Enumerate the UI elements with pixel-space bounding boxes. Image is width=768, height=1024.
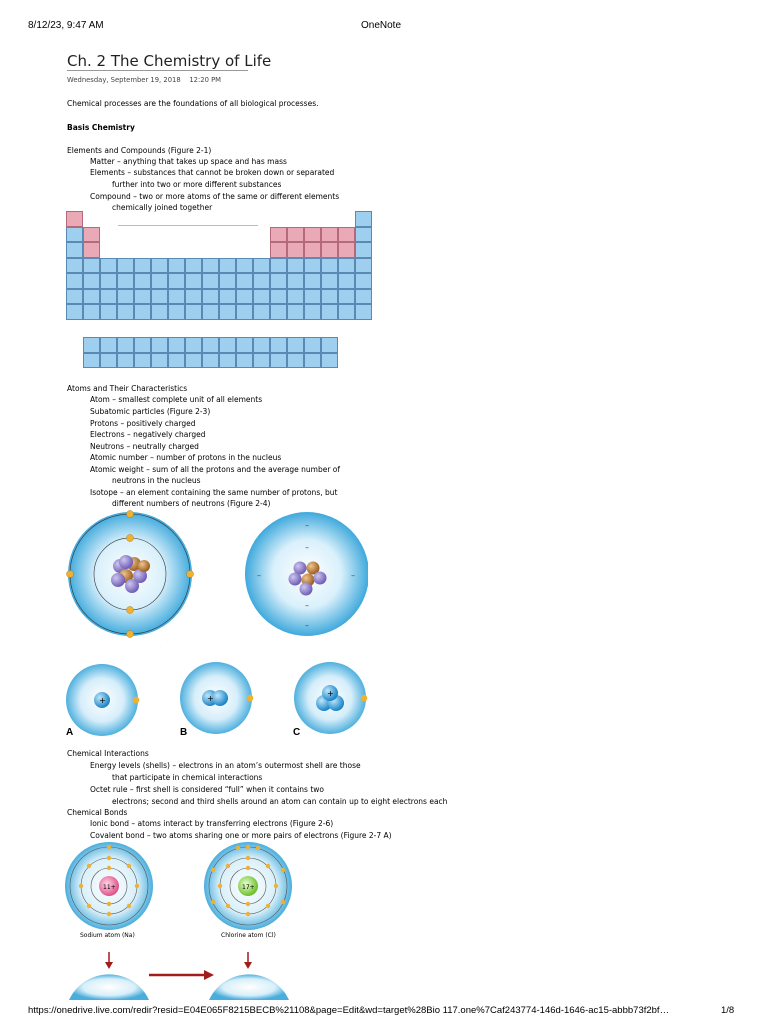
element-cell	[100, 289, 117, 305]
element-cell	[219, 273, 236, 289]
element-cell	[83, 289, 100, 305]
element-cell	[304, 289, 321, 305]
element-cell	[253, 273, 270, 289]
atom-structure-figure	[64, 510, 368, 650]
element-cell	[287, 304, 304, 320]
svg-text:–: –	[305, 543, 309, 552]
element-cell	[355, 258, 372, 274]
element-cell	[219, 289, 236, 305]
elements-def-l2: further into two or more different substances	[112, 180, 282, 189]
element-cell	[117, 304, 134, 320]
element-cell	[219, 337, 236, 353]
element-cell	[338, 258, 355, 274]
element-cell	[338, 289, 355, 305]
isotope-a	[66, 664, 139, 736]
isotope-b	[180, 662, 253, 734]
element-cell	[151, 304, 168, 320]
atoms-line: Atomic weight – sum of all the protons and the average number of	[90, 465, 341, 474]
print-app-name: OneNote	[361, 20, 402, 31]
periodic-table-figure	[66, 211, 372, 383]
element-cell	[134, 353, 151, 369]
element-cell	[355, 273, 372, 289]
element-cell	[253, 337, 270, 353]
sodium-caption: Sodium atom (Na)	[80, 932, 135, 939]
element-cell	[321, 337, 338, 353]
interactions-line: that participate in chemical interactions	[112, 773, 263, 782]
element-cell	[321, 242, 338, 258]
element-cell	[219, 304, 236, 320]
atoms-heading: Atoms and Their Characteristics	[67, 384, 188, 393]
page-date	[67, 76, 221, 84]
element-cell	[355, 289, 372, 305]
element-cell	[304, 242, 321, 258]
interactions-line: Energy levels (shells) – electrons in an atom’s outermost shell are those	[90, 761, 361, 770]
element-cell	[151, 258, 168, 274]
page-date-text: Wednesday, September 19, 2018	[67, 76, 181, 84]
element-cell	[253, 304, 270, 320]
atoms-line: Isotope – an element containing the same number of protons, but	[90, 488, 338, 497]
element-cell	[202, 273, 219, 289]
element-cell	[66, 242, 83, 258]
element-cell	[253, 289, 270, 305]
matter-def: Matter – anything that takes up space and has mass	[90, 157, 287, 166]
element-cell	[287, 258, 304, 274]
element-cell	[287, 337, 304, 353]
element-cell	[304, 304, 321, 320]
element-cell	[185, 304, 202, 320]
elements-def-l1: Elements – substances that cannot be broken down or separated	[90, 168, 335, 177]
svg-text:–: –	[305, 601, 309, 610]
interactions-line: Octet rule – first shell is considered “full” when it contains two	[90, 785, 325, 794]
element-cell	[304, 273, 321, 289]
element-cell	[321, 289, 338, 305]
element-cell	[304, 337, 321, 353]
element-cell	[83, 353, 100, 369]
element-cell	[202, 304, 219, 320]
element-cell	[321, 304, 338, 320]
element-cell	[100, 337, 117, 353]
svg-text:–: –	[305, 521, 309, 530]
compound-def-l1: Compound – two or more atoms of the same or different elements	[90, 192, 340, 201]
element-cell	[236, 258, 253, 274]
element-cell	[253, 353, 270, 369]
ionic-bond-def: Ionic bond – atoms interact by transferring electrons (Figure 2-6)	[90, 819, 334, 828]
element-cell	[66, 258, 83, 274]
element-cell	[338, 242, 355, 258]
element-cell	[185, 258, 202, 274]
isotope-figure	[64, 660, 368, 752]
element-cell	[100, 273, 117, 289]
element-cell	[321, 273, 338, 289]
element-cell	[321, 227, 338, 243]
atoms-line: Electrons – negatively charged	[90, 430, 206, 439]
element-cell	[117, 289, 134, 305]
interactions-line: electrons; second and third shells around an atom can contain up to eight electrons each	[112, 797, 448, 806]
element-cell	[236, 304, 253, 320]
element-cell	[270, 258, 287, 274]
element-cell	[236, 337, 253, 353]
atoms-line: neutrons in the nucleus	[112, 476, 201, 485]
element-cell	[134, 289, 151, 305]
element-cell	[185, 289, 202, 305]
element-cell	[66, 304, 83, 320]
isotope-label-c: C	[293, 727, 301, 738]
element-cell	[83, 337, 100, 353]
element-cell	[270, 273, 287, 289]
element-cell	[236, 353, 253, 369]
element-cell	[100, 304, 117, 320]
page-time-text: 12:20 PM	[189, 76, 222, 84]
element-cell	[151, 273, 168, 289]
element-cell	[219, 258, 236, 274]
element-cell	[83, 258, 100, 274]
figure-credit: ·	[160, 644, 161, 648]
element-cell	[168, 273, 185, 289]
element-cell	[202, 353, 219, 369]
element-cell	[270, 337, 287, 353]
transfer-arrows	[105, 952, 252, 980]
element-cell	[304, 258, 321, 274]
element-cell	[134, 337, 151, 353]
element-cell	[355, 211, 372, 227]
bonds-heading: Chemical Bonds	[67, 808, 128, 817]
sodium-core-label: 11+	[103, 884, 116, 891]
print-datetime: 8/12/23, 9:47 AM	[28, 20, 104, 31]
element-cell	[117, 273, 134, 289]
atoms-line: Atomic number – number of protons in the nucleus	[90, 453, 282, 462]
chlorine-atom	[204, 842, 292, 930]
element-cell	[355, 227, 372, 243]
element-cell	[321, 353, 338, 369]
element-cell	[185, 273, 202, 289]
svg-text:+: +	[327, 689, 334, 698]
covalent-bond-def: Covalent bond – two atoms sharing one or more pairs of electrons (Figure 2-7 A)	[90, 831, 392, 840]
element-cell	[66, 289, 83, 305]
element-cell	[270, 289, 287, 305]
print-url: https://onedrive.live.com/redir?resid=E04E065F8215BECB%21108&page=Edit&wd=target%28Bio 117.one%7Caf243774-146d-1646-ac15-abbb73f2bf…	[28, 1005, 670, 1016]
element-cell	[338, 227, 355, 243]
element-cell	[66, 211, 83, 227]
isotope-label-b: B	[180, 727, 188, 738]
element-cell	[236, 289, 253, 305]
svg-text:+: +	[207, 694, 214, 703]
element-cell	[117, 353, 134, 369]
element-cell	[355, 242, 372, 258]
element-cell	[151, 353, 168, 369]
element-cell	[202, 258, 219, 274]
sodium-atom	[65, 842, 153, 930]
element-cell	[287, 242, 304, 258]
element-cell	[151, 289, 168, 305]
periodic-legend	[118, 225, 258, 256]
element-cell	[168, 304, 185, 320]
element-cell	[202, 289, 219, 305]
svg-text:–: –	[257, 571, 261, 580]
element-cell	[117, 258, 134, 274]
isotope-c	[294, 662, 367, 734]
elements-heading: Elements and Compounds (Figure 2-1)	[67, 146, 212, 155]
element-cell	[134, 304, 151, 320]
atoms-line: Neutrons – neutrally charged	[90, 442, 199, 451]
element-cell	[66, 227, 83, 243]
atoms-line: different numbers of neutrons (Figure 2-4)	[112, 499, 271, 508]
element-cell	[338, 273, 355, 289]
atoms-line: Protons – positively charged	[90, 419, 196, 428]
atoms-line: Atom – smallest complete unit of all elements	[90, 395, 263, 404]
chlorine-caption: Chlorine atom (Cl)	[221, 932, 276, 939]
element-cell	[83, 304, 100, 320]
element-cell	[185, 337, 202, 353]
intro-text: Chemical processes are the foundations of all biological processes.	[67, 99, 319, 108]
svg-text:+: +	[99, 696, 106, 705]
element-cell	[168, 258, 185, 274]
element-cell	[236, 273, 253, 289]
element-cell	[168, 289, 185, 305]
element-cell	[338, 304, 355, 320]
svg-text:–: –	[305, 621, 309, 630]
element-cell	[253, 258, 270, 274]
element-cell	[202, 337, 219, 353]
element-cell	[100, 258, 117, 274]
element-cell	[304, 353, 321, 369]
element-cell	[66, 273, 83, 289]
element-cell	[270, 304, 287, 320]
svg-text:–: –	[351, 571, 355, 580]
element-cell	[185, 353, 202, 369]
ionic-bond-figure	[64, 840, 294, 1000]
section-heading: Basis Chemistry	[67, 123, 135, 132]
chloride-ion-partial	[209, 974, 289, 1000]
print-page-number: 1/8	[721, 1005, 735, 1016]
atoms-line: Subatomic particles (Figure 2-3)	[90, 407, 211, 416]
element-cell	[100, 353, 117, 369]
element-cell	[83, 227, 100, 243]
element-cell	[134, 273, 151, 289]
element-cell	[355, 304, 372, 320]
element-cell	[304, 227, 321, 243]
element-cell	[83, 273, 100, 289]
element-cell	[219, 353, 236, 369]
page-title: Ch. 2 The Chemistry of Life	[67, 52, 272, 70]
element-cell	[287, 273, 304, 289]
element-cell	[270, 242, 287, 258]
isotope-label-a: A	[66, 727, 74, 738]
title-underline	[67, 70, 248, 71]
element-cell	[287, 227, 304, 243]
element-cell	[270, 353, 287, 369]
element-cell	[83, 242, 100, 258]
interactions-heading: Chemical Interactions	[67, 749, 149, 758]
element-cell	[168, 337, 185, 353]
element-cell	[168, 353, 185, 369]
element-cell	[151, 337, 168, 353]
element-cell	[287, 353, 304, 369]
element-cell	[321, 258, 338, 274]
compound-def-l2: chemically joined together	[112, 203, 213, 212]
element-cell	[117, 337, 134, 353]
element-cell	[287, 289, 304, 305]
sodium-ion-partial	[69, 974, 149, 1000]
element-cell	[134, 258, 151, 274]
element-cell	[270, 227, 287, 243]
chlorine-core-label: 17+	[242, 884, 255, 891]
